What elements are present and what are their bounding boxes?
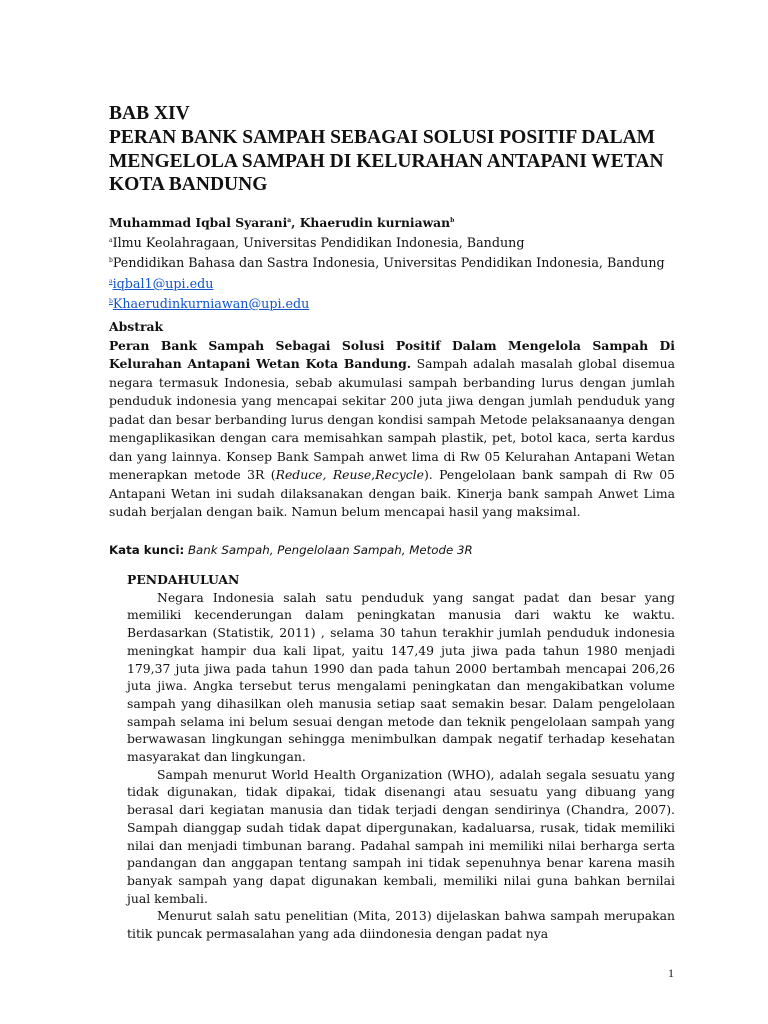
abstract-body: ). Pengelolaan bank sampah di Rw 05 Antapani Wetan ini sudah dilaksanakan dengan baik. Kinerja bank sampah Anwet Lima sudah berjalan dengan baik. Namun belum mencapai hasil yang maksimal.	[109, 467, 675, 519]
abstract-heading: Abstrak	[109, 319, 164, 334]
affiliation-text: Pendidikan Bahasa dan Sastra Indonesia, Universitas Pendidikan Indonesia, Bandung	[112, 255, 665, 271]
title-line: KOTA BANDUNG	[109, 174, 268, 196]
author-names	[109, 212, 675, 232]
author-separator: ,	[291, 215, 300, 231]
abstract-italic: Reduce, Reuse,Recycle	[275, 467, 424, 482]
abstract-section	[109, 318, 675, 522]
affiliation	[109, 252, 675, 272]
email-marker: a	[109, 277, 113, 285]
keywords-line	[109, 541, 675, 559]
chapter-title	[109, 102, 675, 197]
email	[109, 293, 675, 313]
abstract-body: Sampah adalah masalah global disemua negara termasuk Indonesia, sebab akumulasi sampah berbanding lurus dengan jumlah penduduk indonesia yang mencapai sekitar 200 juta jiwa dengan jumlah penduduk yang padat dan besar berbanding lurus dengan kondisi sampah Metode pelaksanaanya dengan mengaplikasikan dengan cara memisahkan sampah plastik, pet, botol kaca, serta kardus dan yang lainnya. Konsep Bank Sampah anwet lima di Rw 05 Kelurahan Antapani Wetan menerapkan metode 3R (	[109, 356, 675, 482]
email-marker: b	[109, 297, 113, 305]
author-block	[109, 212, 675, 313]
abstract-text	[109, 337, 675, 522]
email	[109, 273, 675, 293]
title-line: MENGELOLA SAMPAH DI KELURAHAN ANTAPANI WETAN	[109, 150, 664, 172]
page-number: 1	[668, 966, 674, 980]
affiliation-marker: a	[109, 237, 113, 245]
email-link[interactable]: iqbal1@upi.edu	[112, 275, 214, 291]
keywords-value: Bank Sampah, Pengelolaan Sampah, Metode 3R	[184, 543, 473, 557]
author-marker: b	[450, 217, 455, 224]
affiliation-marker: b	[109, 257, 113, 265]
affiliation-text: Ilmu Keolahragaan, Universitas Pendidikan Indonesia, Bandung	[112, 235, 525, 251]
body-section	[127, 571, 675, 943]
chapter-number: BAB XIV	[109, 103, 190, 124]
abstract-lead: Peran Bank Sampah Sebagai Solusi Positif Dalam Mengelola Sampah Di Kelurahan Antapani Wetan Kota Bandung.	[109, 337, 675, 371]
author-marker: a	[287, 217, 292, 224]
author-name: Muhammad Iqbal Syarani	[109, 215, 288, 231]
paragraph: Menurut salah satu penelitian (Mita, 2013) dijelaskan bahwa sampah merupakan titik puncak permasalahan yang ada diindonesia dengan padat nya	[127, 908, 675, 942]
affiliation	[109, 232, 675, 252]
email-link[interactable]: Khaerudinkurniawan@upi.edu	[112, 296, 310, 312]
keywords-label: Kata kunci:	[109, 543, 185, 557]
section-heading: PENDAHULUAN	[127, 572, 240, 587]
paragraph: Sampah menurut World Health Organization (WHO), adalah segala sesuatu yang tidak digunakan, tidak dipakai, tidak disenangi atau sesuatu yang dibuang yang berasal dari kegiatan manusia dan tidak terjadi dengan sendirinya (Chandra, 2007). Sampah dianggap sudah tidak dapat dipergunakan, kadaluarsa, rusak, tidak memiliki nilai dan menjadi timbunan barang. Padahal sampah ini memiliki nilai berharga serta pandangan dan anggapan tentang sampah ini tidak sepenuhnya benar karena masih banyak sampah yang dapat digunakan kembali, memiliki nilai guna bahkan bernilai jual kembali.	[127, 766, 675, 906]
title-line: PERAN BANK SAMPAH SEBAGAI SOLUSI POSITIF DALAM	[109, 126, 656, 148]
paragraph: Negara Indonesia salah satu penduduk yang sangat padat dan besar yang memiliki kecenderungan dalam peningkatan manusia dari waktu ke waktu. Berdasarkan (Statistik, 2011) , selama 30 tahun terakhir jumlah penduduk indonesia meningkat hampir dua kali lipat, yaitu 147,49 juta jiwa pada tahun 1980 menjadi 179,37 juta jiwa pada tahun 1990 dan pada tahun 2000 bertambah mencapai 206,26 juta jiwa. Angka tersebut terus mengalami peningkatan dan mengakibatkan volume sampah yang dihasilkan oleh manusia setiap saat semakin besar. Dalam pengelolaan sampah selama ini belum sesuai dengan metode dan teknik pengelolaan sampah yang berwawasan lingkungan sehingga menimbulkan dampak negatif terhadap kesehatan masyarakat dan lingkungan.	[127, 589, 675, 765]
author-name: Khaerudin kurniawan	[299, 215, 451, 231]
